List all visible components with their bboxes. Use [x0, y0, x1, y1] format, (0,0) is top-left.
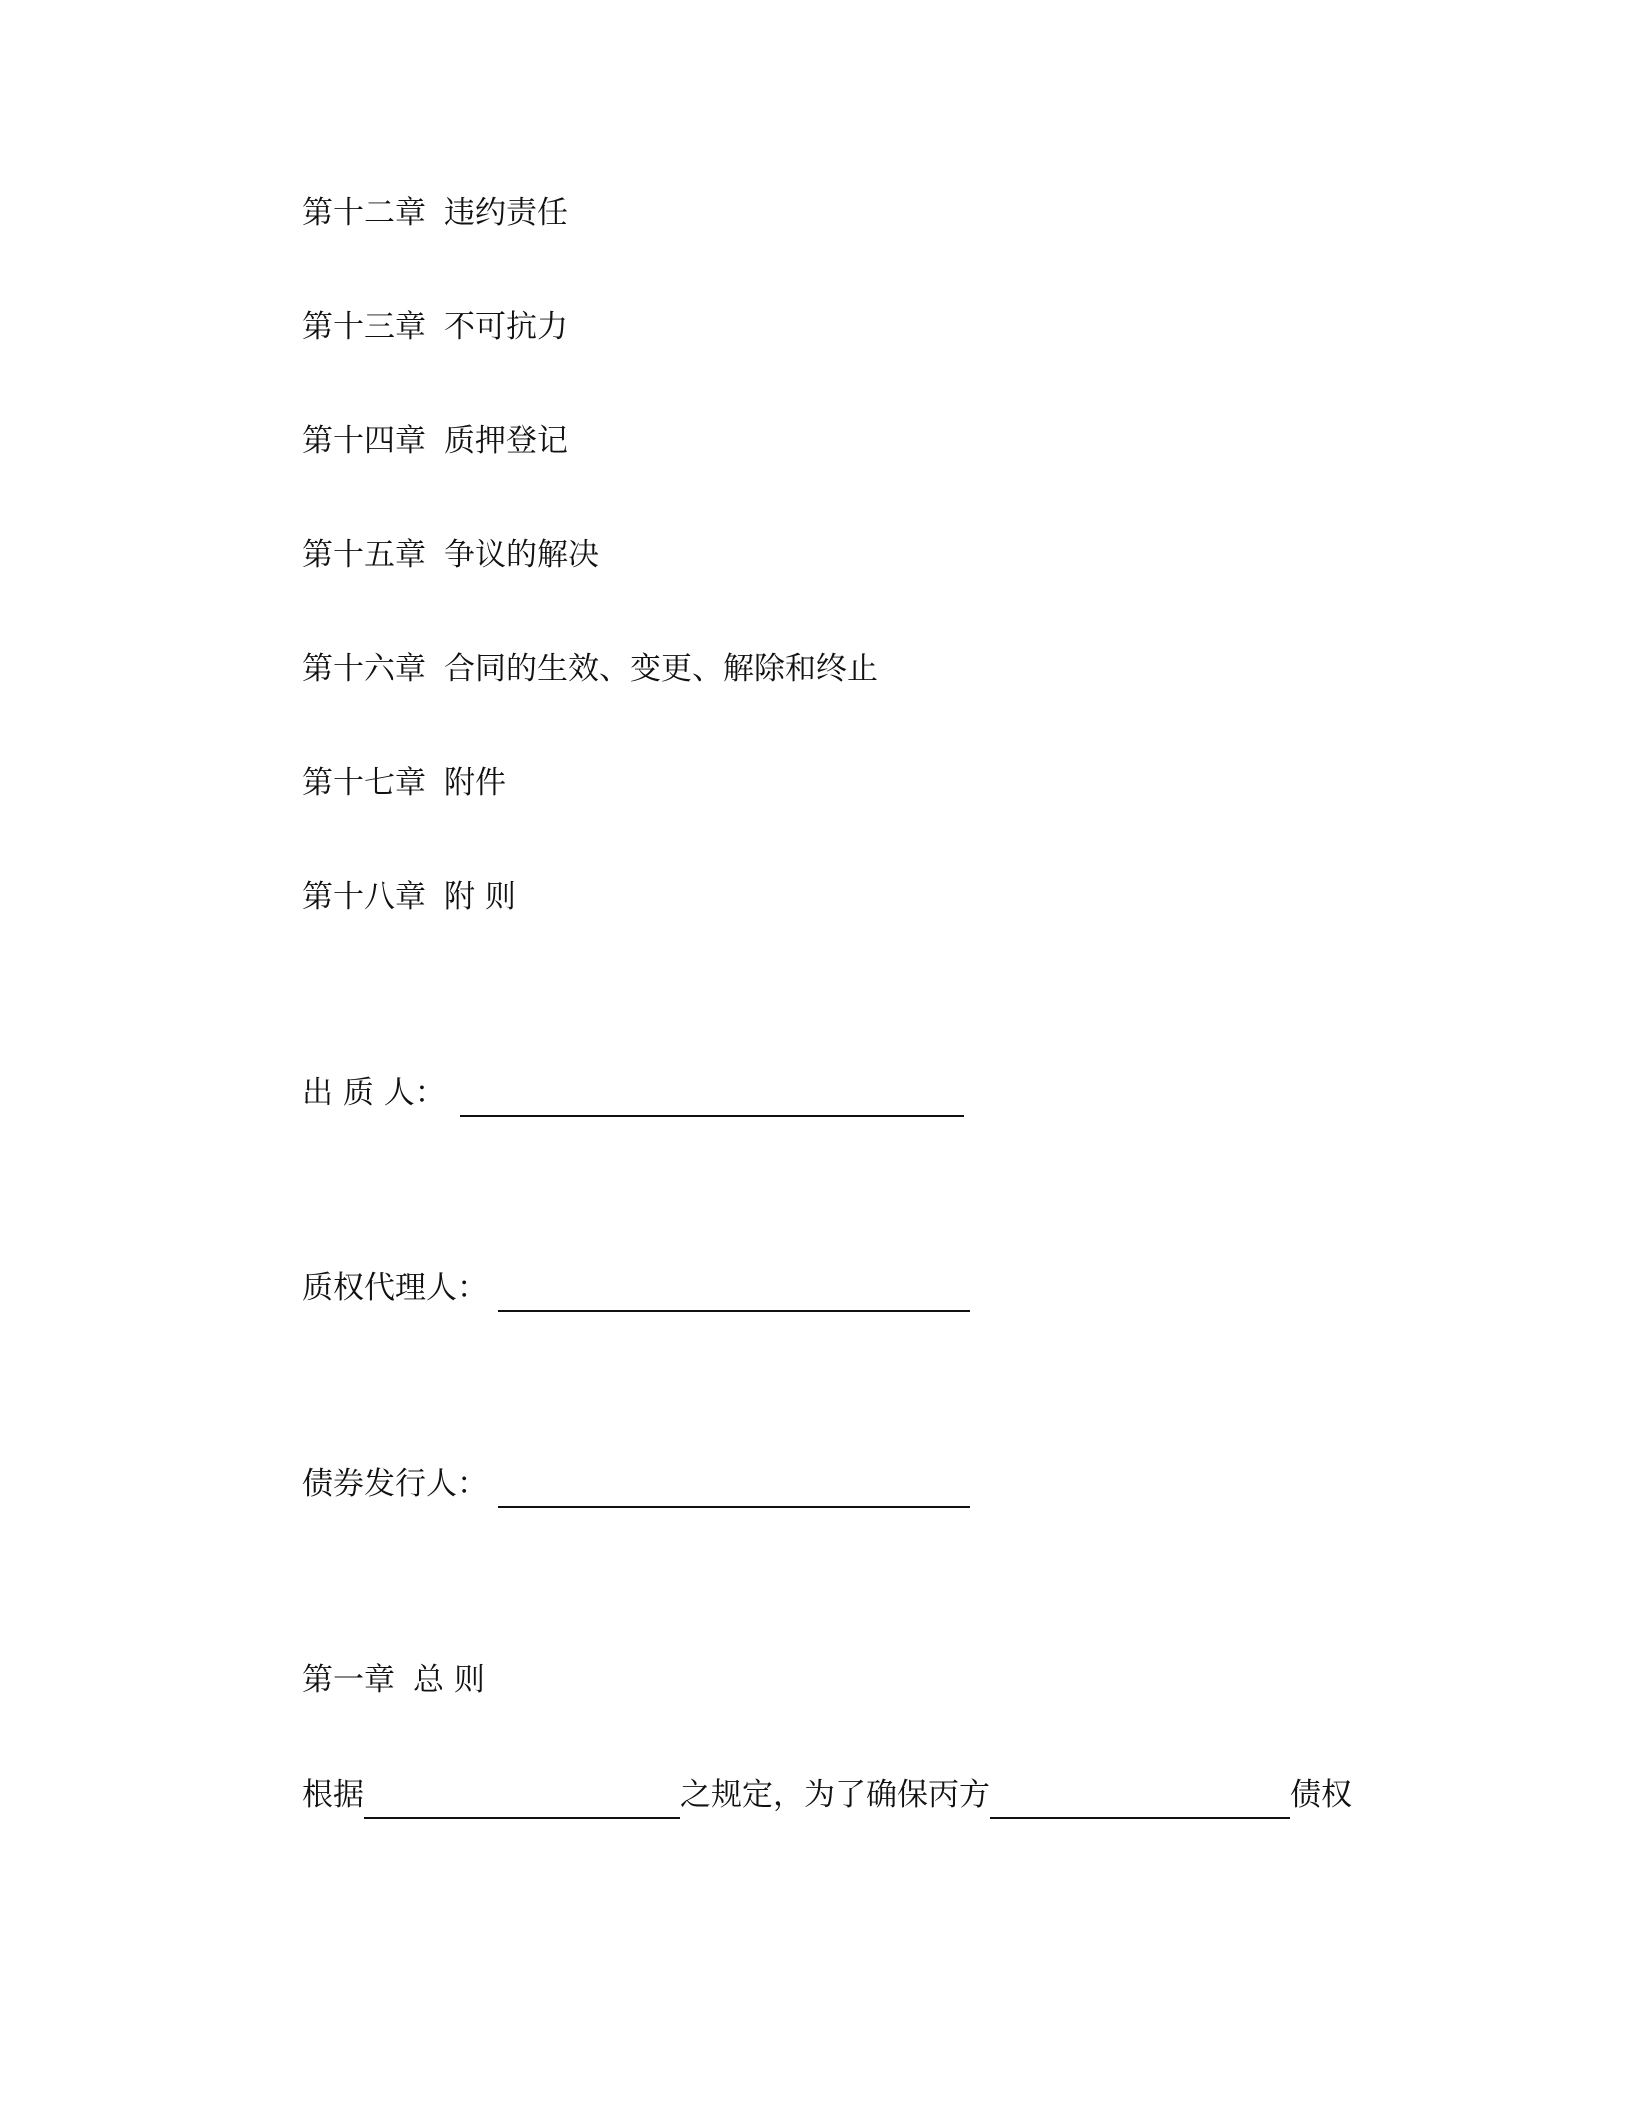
issuer-blank[interactable]	[498, 1470, 970, 1508]
paragraph-text-3: 债权	[1290, 1777, 1352, 1813]
law-basis-blank[interactable]	[364, 1781, 680, 1819]
chapter-1-heading	[302, 1660, 485, 1700]
toc-entry-title: 违约责任	[444, 195, 568, 231]
toc-entry-number: 第十八章	[302, 879, 426, 915]
toc-entry-14	[302, 421, 568, 461]
toc-entry-title: 质押登记	[444, 423, 568, 459]
toc-entry-number: 第十二章	[302, 195, 426, 231]
toc-entry-number: 第十三章	[302, 309, 426, 345]
chapter-number: 第一章	[302, 1662, 395, 1698]
toc-entry-title: 争议的解决	[444, 537, 599, 573]
toc-entry-17	[302, 763, 506, 803]
issuer-label: 债券发行人：	[302, 1466, 488, 1502]
toc-entry-number: 第十五章	[302, 537, 426, 573]
toc-entry-12	[302, 193, 568, 233]
toc-entry-title: 附件	[444, 765, 506, 801]
toc-entry-title: 合同的生效、变更、解除和终止	[444, 651, 878, 687]
chapter-title: 总 则	[413, 1662, 485, 1698]
toc-entry-number: 第十六章	[302, 651, 426, 687]
toc-entry-number: 第十七章	[302, 765, 426, 801]
toc-entry-18	[302, 877, 516, 917]
paragraph-text-2: 之规定，为了确保丙方	[680, 1777, 990, 1813]
paragraph-text-1: 根据	[302, 1777, 364, 1813]
agent-blank[interactable]	[498, 1274, 970, 1312]
party-c-blank[interactable]	[990, 1781, 1290, 1819]
toc-entry-number: 第十四章	[302, 423, 426, 459]
toc-entry-title: 不可抗力	[444, 309, 568, 345]
toc-entry-title: 附 则	[444, 879, 516, 915]
chapter-1-paragraph	[302, 1775, 1352, 1815]
agent-signature-line	[302, 1268, 970, 1308]
agent-label: 质权代理人：	[302, 1270, 488, 1306]
toc-entry-16	[302, 649, 878, 689]
toc-entry-13	[302, 307, 568, 347]
issuer-signature-line	[302, 1464, 970, 1504]
toc-entry-15	[302, 535, 599, 575]
pledgor-signature-line	[302, 1073, 964, 1113]
pledgor-blank[interactable]	[460, 1079, 964, 1117]
pledgor-label: 出 质 人：	[302, 1075, 446, 1111]
